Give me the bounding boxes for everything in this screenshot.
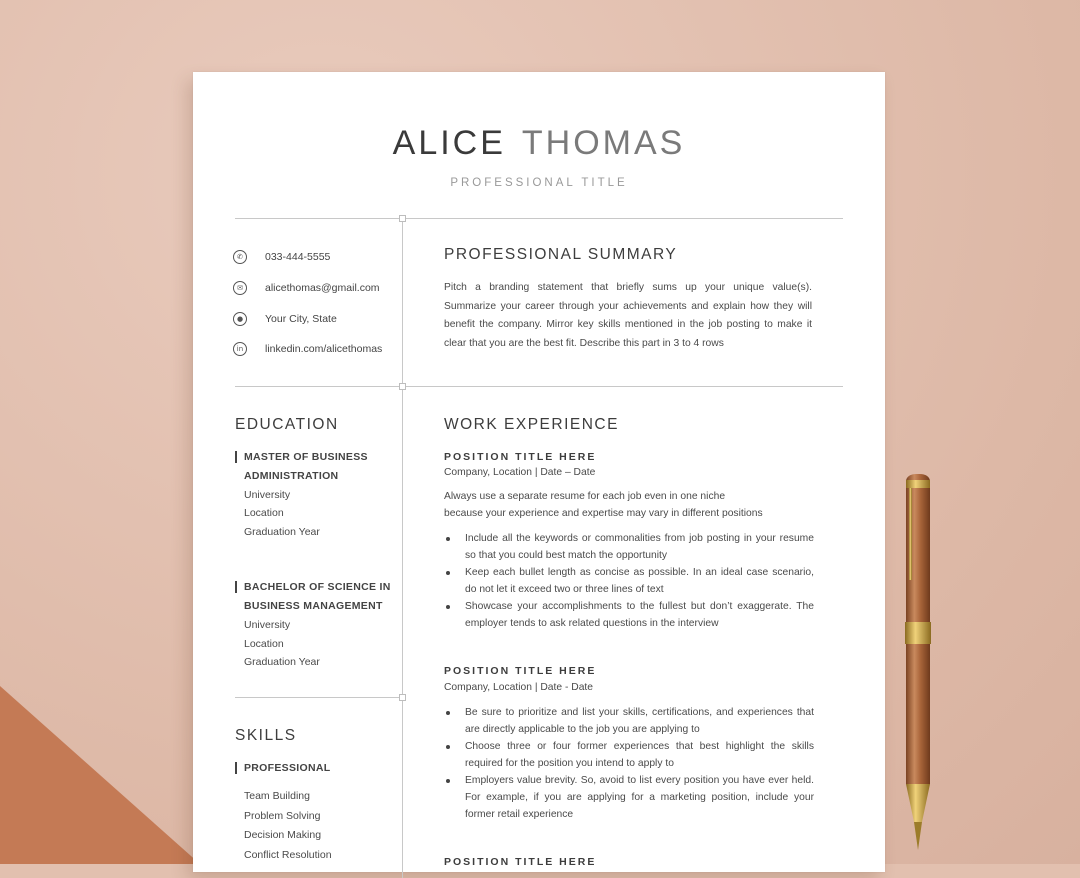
skill-item: Conflict Resolution [244, 849, 332, 861]
contact-email [233, 281, 380, 295]
divider-skills [235, 697, 402, 698]
contact-text: alicethomas@gmail.com [265, 282, 380, 294]
first-name: ALICE [392, 124, 506, 162]
degree-marker [235, 581, 237, 593]
work-heading: WORK EXPERIENCE [444, 416, 619, 433]
education-heading: EDUCATION [235, 416, 339, 433]
location: Location [244, 507, 284, 519]
job-bullets [444, 530, 814, 632]
degree-line: ADMINISTRATION [244, 469, 339, 482]
job-title: POSITION TITLE HERE [444, 856, 597, 868]
job-meta: Company, Location | Date – Date [444, 467, 596, 478]
last-name: THOMAS [521, 124, 686, 162]
job-intro-line: Always use a separate resume for each job even in one niche [444, 491, 726, 502]
resume-page [193, 72, 885, 872]
skill-item: Team Building [244, 790, 310, 802]
job-intro-line: because your experience and expertise may vary in different positions [444, 508, 763, 519]
skill-item: Problem Solving [244, 810, 321, 822]
skills-marker [235, 762, 237, 774]
graduation-year: Graduation Year [244, 526, 320, 538]
contact-text: 033-444-5555 [265, 251, 331, 263]
graduation-year: Graduation Year [244, 656, 320, 668]
list-item: Showcase your accomplishments to the fullest but don’t exaggerate. The employer tends to ask related questions in the interview [444, 598, 814, 632]
job-meta: Company, Location | Date - Date [444, 682, 594, 693]
list-item: Include all the keywords or commonalities from job posting in your resume so that you could best match the opportunity [444, 530, 814, 564]
contact-linkedin [233, 342, 382, 356]
list-item: Employers value brevity. So, avoid to list every position you have ever held. For example, if you are applying for a marketing position, include your former retail experience [444, 772, 814, 823]
job-title: POSITION TITLE HERE [444, 451, 597, 463]
list-item: Keep each bullet length as concise as possible. In an ideal case scenario, do not let it exceed two or three lines of text [444, 564, 814, 598]
job-intro [444, 488, 814, 522]
skills-group-label: PROFESSIONAL [244, 762, 331, 774]
skills-group-heading [235, 759, 330, 778]
contact-text: linkedin.com/alicethomas [265, 343, 383, 355]
location-pin-icon: ● [233, 312, 247, 326]
linkedin-icon: in [233, 342, 247, 356]
pen-image [900, 470, 940, 860]
degree-marker [235, 451, 237, 463]
skills-heading: SKILLS [235, 727, 297, 744]
summary-heading: PROFESSIONAL SUMMARY [444, 246, 678, 263]
degree-line: MASTER OF BUSINESS [244, 451, 368, 463]
location: Location [244, 638, 284, 650]
job-bullets [444, 704, 814, 823]
contact-text: Your City, State [265, 313, 337, 325]
divider-node [399, 694, 406, 701]
university: University [244, 489, 291, 501]
summary-text: Pitch a branding statement that briefly sums up your unique value(s). Summarize your career through your achievements and explain how they will benefit the company. Mirror key skills mentioned in the job posting to make it clear that you are the best fit. Describe this part in 3 to 4 rows [444, 282, 812, 349]
contact-phone [233, 250, 330, 264]
divider-node [399, 383, 406, 390]
divider-top [235, 218, 843, 219]
email-icon: ✉ [233, 281, 247, 295]
job-title: POSITION TITLE HERE [444, 665, 597, 677]
divider-node [399, 215, 406, 222]
divider-middle [235, 386, 843, 387]
degree-line: BACHELOR OF SCIENCE IN [244, 581, 391, 593]
list-item: Be sure to prioritize and list your skills, certifications, and experiences that are directly applicable to the job you are applying to [444, 704, 814, 738]
professional-title: PROFESSIONAL TITLE [450, 177, 628, 189]
degree-heading [235, 578, 391, 615]
university: University [244, 619, 291, 631]
contact-location [233, 312, 337, 326]
candidate-name [193, 124, 885, 163]
skill-item: Decision Making [244, 829, 322, 841]
list-item: Choose three or four former experiences that best highlight the skills required for the position you intend to apply to [444, 738, 814, 772]
phone-icon: ✆ [233, 250, 247, 264]
degree-line: BUSINESS MANAGEMENT [244, 599, 383, 612]
degree-heading [235, 448, 368, 485]
column-divider [402, 218, 403, 878]
